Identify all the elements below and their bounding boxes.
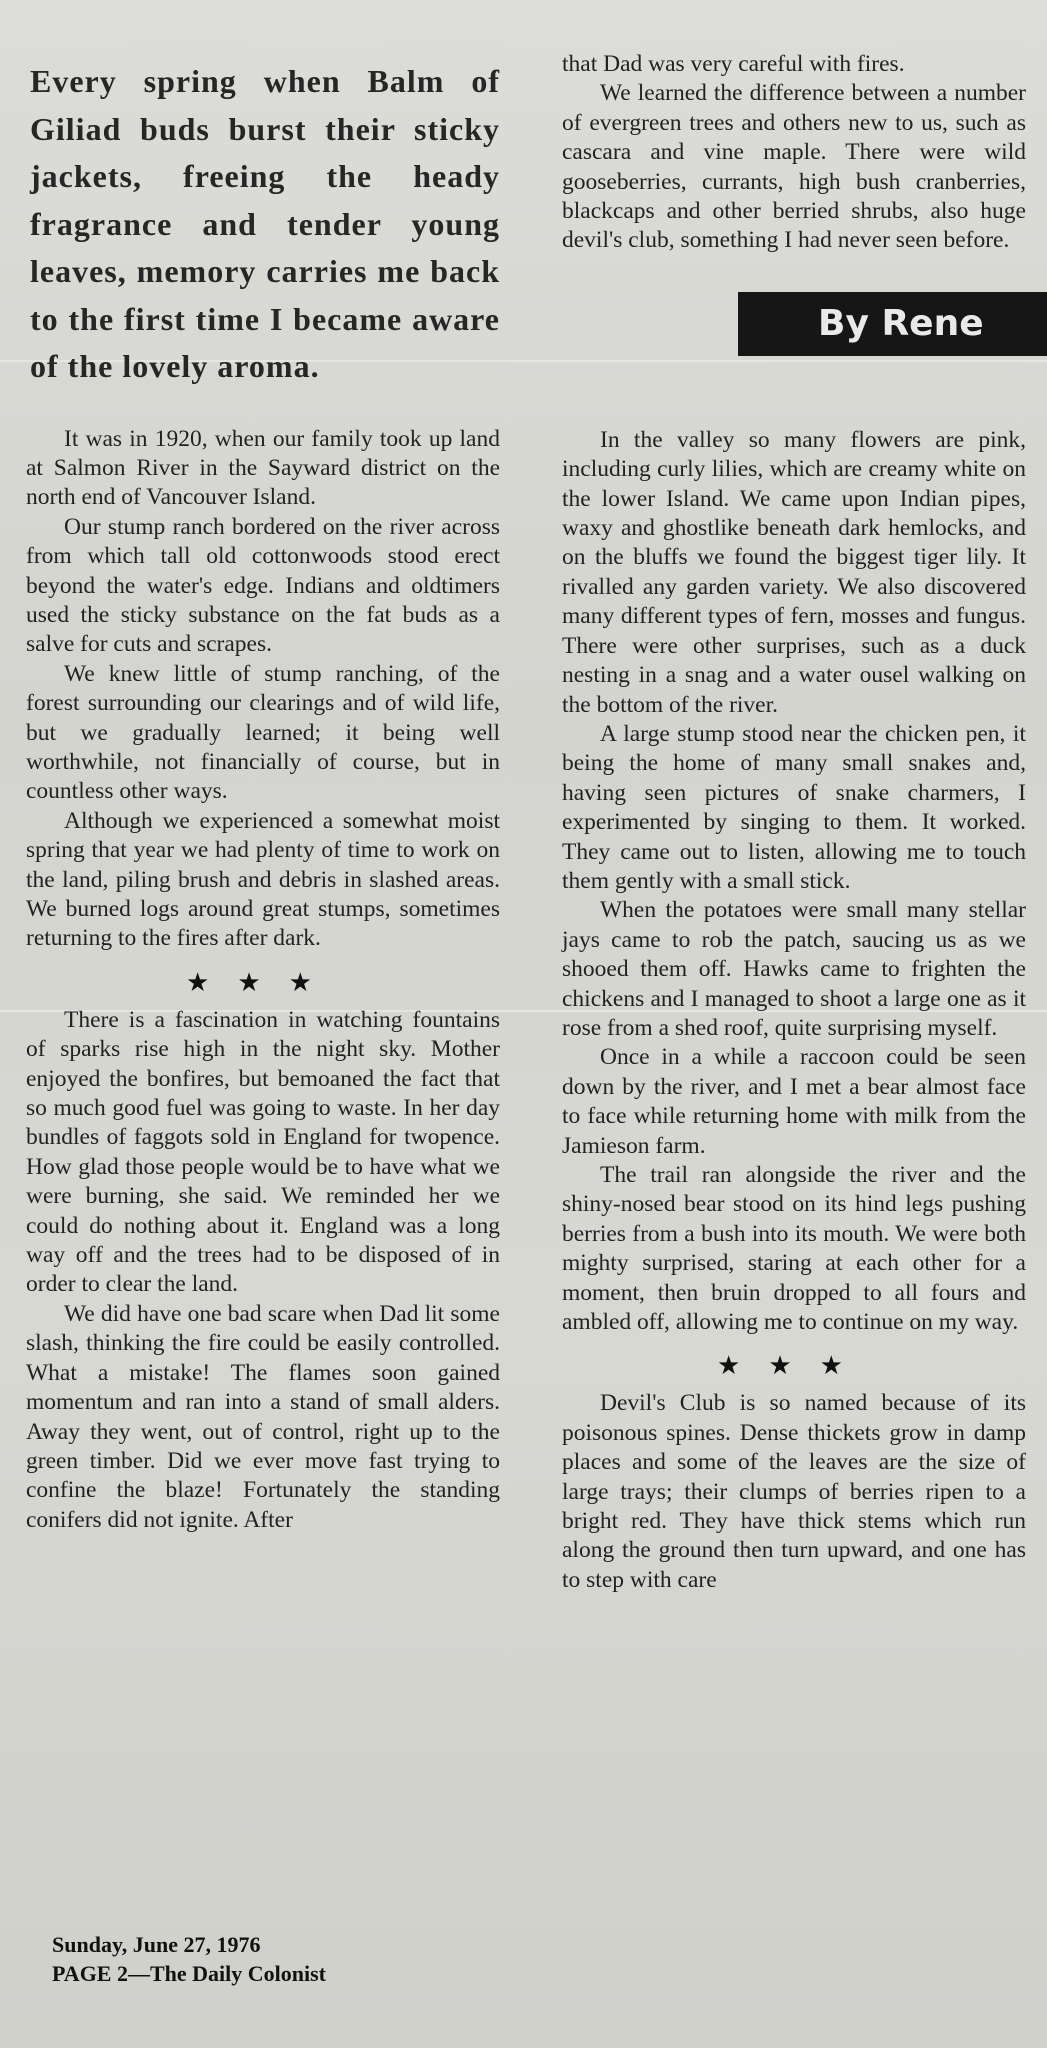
byline: By Rene (738, 292, 1047, 356)
right-column (562, 50, 1026, 1595)
body-paragraph: In the valley so many flowers are pink, including curly lilies, which are creamy white on the lower Island. We came upon Indian pipes, waxy and ghostlike beneath dark hemlocks, and on the bluffs we found the biggest tiger lily. It rivalled any garden variety. We also discovered many different types of fern, mosses and fungus. There were other surprises, such as a duck nesting in a snag and a water ousel walking on the bottom of the river. (562, 426, 1026, 718)
body-paragraph: There is a fascination in watching fountains of sparks rise high in the night sky. Mother enjoyed the bonfires, but bemoaned the fact that so much good fuel was going to waste. In her day bundles of faggots sold in England for twopence. How glad those people would be to have what we were burning, she said. We reminded her we could do nothing about it. England was a long way off and the trees had to be disposed of in order to clear the land. (26, 1006, 500, 1298)
body-paragraph: We learned the difference between a number of evergreen trees and others new to us, such as cascara and vine maple. There were wild gooseberries, currants, high bush cranberries, blackcaps and other berried shrubs, also huge devil's club, something I had never seen before. (562, 80, 1026, 254)
footer-page-label: PAGE 2—The Daily Colonist (52, 1961, 327, 1986)
footer-date: Sunday, June 27, 1976 (52, 1932, 261, 1957)
body-paragraph: Although we experienced a somewhat moist spring that year we had plenty of time to work on the land, piling brush and debris in slashed areas. We burned logs around great stumps, sometimes returning to the fires after dark. (26, 807, 500, 952)
section-divider-stars: ★★★ (717, 1351, 871, 1382)
body-paragraph: Devil's Club is so named because of its poisonous spines. Dense thickets grow in damp places and some of the leaves are the size of large trays; their clumps of berries ripen to a bright red. They have thick stems which run along the ground then turn upward, and one has to step with care (562, 1390, 1026, 1593)
byline-area (562, 292, 1026, 392)
body-paragraph: that Dad was very careful with fires. (562, 51, 905, 77)
body-paragraph: We did have one bad scare when Dad lit some slash, thinking the fire could be easily controlled. What a mistake! The flames soon gained momentum and ran into a stand of small alders. Away they went, out of control, right up to the green timber. Did we ever move fast trying to confine the blaze! Fortunately the standing conifers did not ignite. After (26, 1300, 500, 1533)
lede-paragraph: Every spring when Balm of Giliad buds burst their sticky jackets, freeing the heady fragrance and tender young leaves, memory carries me back to the first time I became aware of the lovely aroma. (30, 63, 500, 384)
body-paragraph: Once in a while a raccoon could be seen down by the river, and I met a bear almost face to face while returning home with milk from the Jamieson farm. (562, 1044, 1026, 1159)
section-divider-stars: ★★★ (186, 967, 340, 998)
body-paragraph: We knew little of stump ranching, of the forest surrounding our clearings and of wild life, but we gradually learned; it being well worthwhile, not financially of course, but in countless other ways. (26, 660, 500, 805)
body-paragraph: When the potatoes were small many stellar jays came to rob the patch, saucing us as we shooed them off. Hawks came to frighten the chickens and I managed to shoot a large one as it rose from a shed roof, quite surprising myself. (562, 897, 1026, 1041)
body-paragraph: A large stump stood near the chicken pen, it being the home of many small snakes and, having seen pictures of snake charmers, I experimented by singing to them. It worked. They came out to listen, allowing me to touch them gently with a small stick. (562, 720, 1026, 894)
body-paragraph: It was in 1920, when our family took up land at Salmon River in the Sayward district on the north end of Vancouver Island. (26, 425, 500, 511)
body-paragraph: The trail ran alongside the river and the shiny-nosed bear stood on its hind legs pushing berries from a bush into its mouth. We were both mighty surprised, staring at each other for a moment, then bruin dropped to all fours and ambled off, allowing me to continue on my way. (562, 1162, 1026, 1336)
page-footer (52, 1930, 326, 1988)
left-column (26, 50, 500, 1535)
body-paragraph: Our stump ranch bordered on the river across from which tall old cottonwoods stood erect beyond the water's edge. Indians and oldtimers used the sticky substance on the fat buds as a salve for cuts and scrapes. (26, 513, 500, 658)
